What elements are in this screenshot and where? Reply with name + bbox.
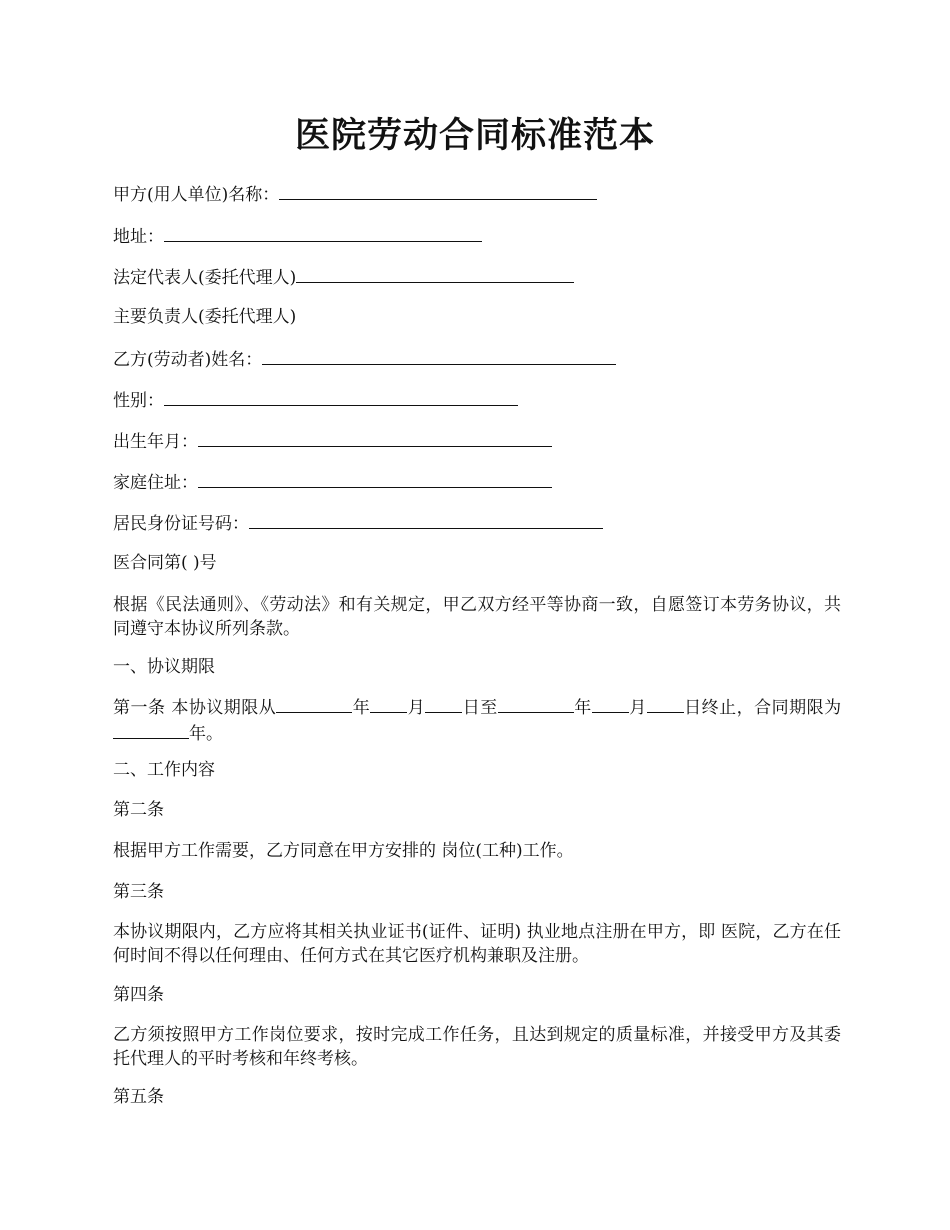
- party-a-blank[interactable]: [279, 181, 597, 200]
- start-month-blank[interactable]: [370, 694, 407, 713]
- year-label: 年: [352, 698, 371, 718]
- gender-blank[interactable]: [164, 387, 518, 406]
- document-title: 医院劳动合同标准范本: [294, 115, 655, 156]
- legal-rep-label: 法定代表人(委托代理人): [113, 268, 297, 288]
- article-5-heading: 第五条: [113, 1087, 164, 1107]
- id-number-line: [113, 510, 603, 536]
- party-a-line: [113, 181, 597, 207]
- id-number-label: 居民身份证号码：: [113, 514, 249, 534]
- end-year-blank[interactable]: [498, 694, 574, 713]
- month-label: 月: [628, 698, 647, 718]
- start-day-blank[interactable]: [425, 694, 462, 713]
- end-day-blank[interactable]: [647, 694, 684, 713]
- year-label: 年: [573, 698, 592, 718]
- address-blank[interactable]: [164, 223, 482, 242]
- contract-number: 医合同第( )号: [113, 553, 217, 573]
- principal-label: 主要负责人(委托代理人): [113, 307, 297, 327]
- party-b-line: [113, 346, 616, 372]
- gender-line: [113, 387, 518, 413]
- legal-rep-line: [113, 264, 574, 290]
- birth-line: [113, 428, 552, 454]
- article-1-paragraph: [113, 694, 841, 746]
- address-label: 地址：: [113, 227, 164, 247]
- article-4-heading: 第四条: [113, 985, 164, 1005]
- birth-blank[interactable]: [198, 428, 552, 447]
- article-4-paragraph: 乙方须按照甲方工作岗位要求，按时完成工作任务，且达到规定的质量标准，并接受甲方及其委托代理人的平时考核和年终考核。: [113, 1025, 841, 1069]
- id-number-blank[interactable]: [249, 510, 603, 529]
- address-line: [113, 223, 482, 249]
- party-a-label: 甲方(用人单位)名称：: [113, 185, 280, 205]
- day-to-label: 日至: [462, 698, 498, 718]
- principal-line: [113, 305, 296, 329]
- article-1-text-start: 第一条 本协议期限从: [113, 698, 277, 718]
- gender-label: 性别：: [113, 391, 164, 411]
- intro-paragraph: 根据《民法通则》、《劳动法》和有关规定，甲乙双方经平等协商一致，自愿签订本劳务协议，共同遵守本协议所列条款。: [113, 595, 841, 639]
- party-b-blank[interactable]: [262, 346, 616, 365]
- article-3-heading: 第三条: [113, 882, 164, 902]
- home-address-line: [113, 469, 552, 495]
- term-years-blank[interactable]: [113, 720, 189, 739]
- section-heading-work: 二、工作内容: [113, 760, 215, 780]
- home-address-label: 家庭住址：: [113, 473, 198, 493]
- section-heading-term: 一、协议期限: [113, 657, 215, 677]
- article-2-heading: 第二条: [113, 800, 164, 820]
- month-label: 月: [407, 698, 426, 718]
- party-b-label: 乙方(劳动者)姓名：: [113, 350, 263, 370]
- start-year-blank[interactable]: [276, 694, 352, 713]
- years-label: 年。: [189, 724, 223, 744]
- end-term-label: 日终止，合同期限为: [683, 698, 842, 718]
- legal-rep-blank[interactable]: [296, 264, 574, 283]
- end-month-blank[interactable]: [592, 694, 629, 713]
- birth-label: 出生年月：: [113, 432, 198, 452]
- home-address-blank[interactable]: [198, 469, 552, 488]
- article-2-paragraph: 根据甲方工作需要，乙方同意在甲方安排的 岗位(工种)工作。: [113, 841, 574, 861]
- article-3-paragraph: 本协议期限内，乙方应将其相关执业证书(证件、证明) 执业地点注册在甲方，即 医院，乙方在任何时间不得以任何理由、任何方式在其它医疗机构兼职及注册。: [113, 922, 841, 966]
